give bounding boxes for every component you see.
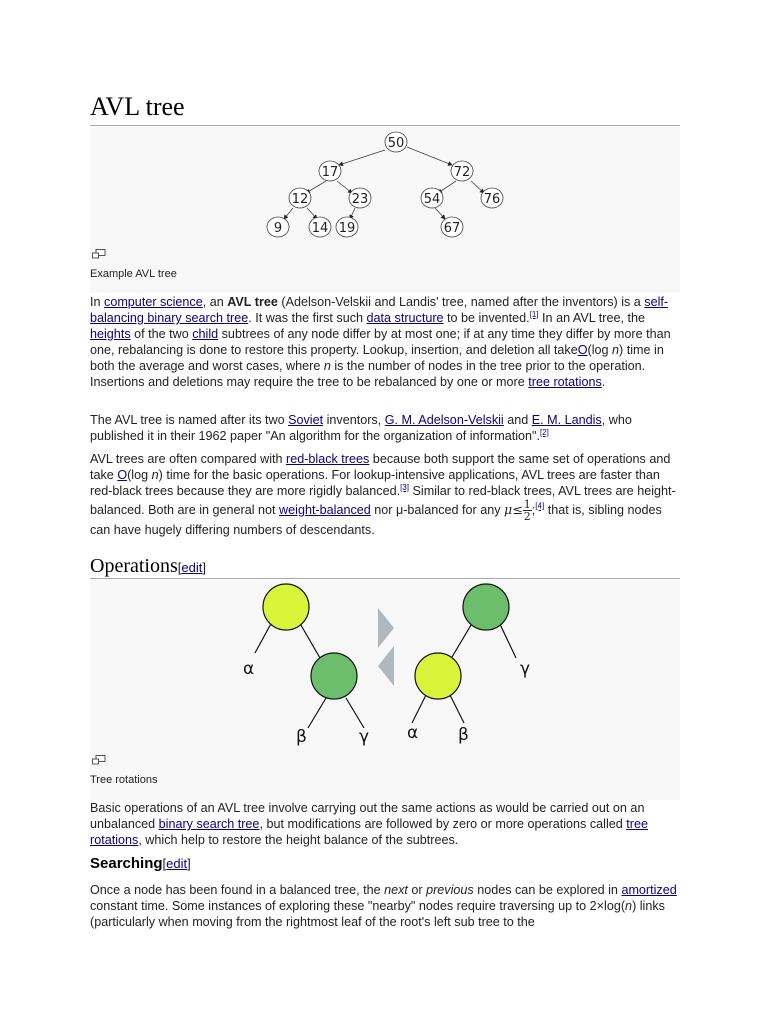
rotate-left-arrow-icon [378,646,394,686]
edge [435,208,445,219]
tree-node: 67 [443,221,461,236]
edit-link[interactable]: edit [166,856,188,871]
intro-paragraph-2: The AVL tree is named after its two Soviet inventors, G. M. Adelson-Velskii and E. M. Landis, who published it in their 1962 paper "An algorithm for the organization of information".[2] [90,413,632,443]
link-computer-science[interactable]: computer science [104,295,203,309]
edit-section-link: [edit] [177,560,206,575]
edge [306,181,326,193]
tree-node: 23 [351,192,369,207]
intro-paragraph-1: In computer science, an AVL tree (Adelson-Velskii and Landis' tree, named after the inventors) is a self-balancing binary search tree. It was the first such data structure to be invented.[1] In an AVL tree, the heights of the two child subtrees of any node differ by at most one; if at any time they differ by more than one, rebalancing is done to restore this property. Lookup, insertion, and deletion all takeO(log n) time in both the average and worst cases, where n is the number of nodes in the tree prior to the operation. Insertions and deletions may require the tree to be rebalanced by one or more tree rotations. [90,295,671,389]
link-heights[interactable]: heights [90,327,131,341]
figure-caption: Example AVL tree [90,268,177,280]
intro-paragraph-3: AVL trees are often compared with red-black trees because both support the same set of operations and take O(log n) time for the basic operations. For lookup-intensive applications, AVL trees are faster than red-black trees because they are more rigidly balanced.[3] Similar to red-black trees, AVL trees are height-balanced. Both are in general not weight-balanced nor μ-balanced for any μ≤ $\frac{1}{2}$ ;[4] that is, sibling nodes can have hugely differing numbers of descendants. [90,452,676,537]
tree-node: 76 [483,192,501,207]
node-yellow [415,653,461,699]
link-child[interactable]: child [192,327,219,341]
edge [284,208,293,219]
label-beta: β [296,727,307,747]
edge [298,620,320,658]
link-tree-rotations[interactable]: tree rotations [90,817,648,847]
link-big-o[interactable]: O [117,468,128,482]
edge [438,181,456,193]
section-divider [90,578,680,579]
enlarge-icon[interactable] [92,249,106,259]
edge [471,181,484,193]
rotate-right-arrow-icon [378,608,394,648]
tree-node: 72 [453,165,471,180]
edge [308,698,326,728]
edge [255,620,273,653]
label-beta: β [458,725,469,745]
node-green [311,653,357,699]
link-landis[interactable]: E. M. Landis [531,413,602,427]
math-fraction: $\frac{1}{2}$ [523,498,531,523]
label-alpha: α [407,723,419,743]
edge [452,620,474,657]
edit-section-link: [edit] [162,856,191,871]
ref-4[interactable]: [4] [535,501,545,511]
label-gamma: γ [520,659,531,679]
edge [498,620,516,658]
tree-rotations-diagram[interactable] [90,580,680,750]
ref-2[interactable]: [2] [540,427,549,437]
tree-node: 50 [387,136,405,151]
link-binary-search-tree[interactable]: binary search tree [158,817,260,831]
label-gamma: γ [359,727,370,747]
edit-link[interactable]: edit [181,560,203,575]
node-green [463,584,509,630]
figure-caption: Tree rotations [90,774,158,786]
ref-1[interactable]: [1] [529,309,539,319]
tree-node: 14 [311,221,329,236]
link-red-black-trees[interactable]: red-black trees [286,452,370,466]
link-tree-rotations[interactable]: tree rotations [528,375,602,389]
edge [346,698,364,728]
avl-tree-diagram[interactable] [90,127,680,247]
tree-node: 12 [291,192,309,207]
node-yellow [263,584,309,630]
edge [339,150,385,165]
tree-node: 9 [273,221,283,236]
searching-paragraph: Once a node has been found in a balanced tree, the next or previous nodes can be explored in amortized constant time. Some instances of exploring these "nearby" nodes require traversing up to 2×log(n) links (particularly when moving from the rightmost leaf of the root's left sub tree to the [90,883,677,929]
operations-paragraph: Basic operations of an AVL tree involve carrying out the same actions as would be carried out on an unbalanced binary search tree, but modifications are followed by zero or more operations called tree rotations, which help to restore the height balance of the subtrees. [90,801,648,847]
title-divider [90,125,680,126]
tree-node: 19 [338,221,356,236]
link-self-balancing-bst[interactable]: self-balancing binary search tree [90,295,669,325]
enlarge-icon[interactable] [92,755,106,765]
label-alpha: α [243,659,255,679]
edge [337,181,352,193]
link-amortized[interactable]: amortized [621,883,677,897]
avl-tree-figure [90,127,680,293]
tree-rotations-figure [90,580,680,800]
page-title: AVL tree [90,92,185,121]
edge [412,695,426,723]
ref-3[interactable]: [3] [400,482,410,492]
edge [407,147,452,165]
tree-node: 17 [321,165,339,180]
link-soviet[interactable]: Soviet [288,413,324,427]
edge [450,695,464,723]
link-big-o[interactable]: O [577,343,588,357]
edge [307,208,317,219]
link-weight-balanced[interactable]: weight-balanced [279,502,371,517]
link-adelson-velskii[interactable]: G. M. Adelson-Velskii [384,413,504,427]
section-heading-searching: Searching[edit] [90,855,191,872]
section-heading-operations: Operations[edit] [90,555,206,577]
link-data-structure[interactable]: data structure [366,311,444,325]
tree-node: 54 [423,192,441,207]
